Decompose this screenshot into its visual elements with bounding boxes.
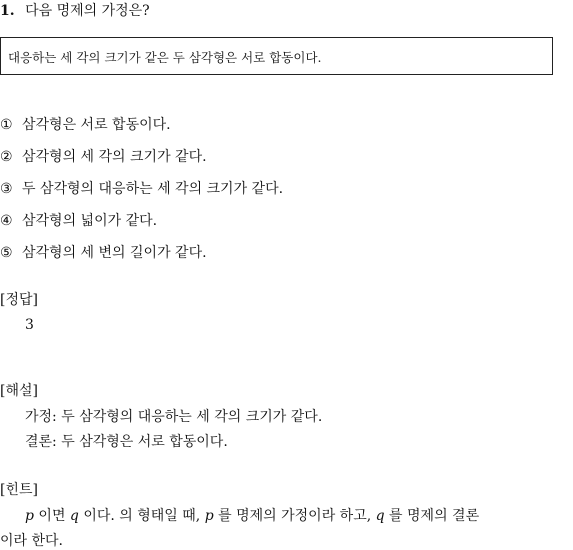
choice-text: 두 삼각형의 대응하는 세 각의 크기가 같다. — [22, 181, 284, 197]
question-header — [0, 3, 150, 20]
choice-mark: ① — [0, 117, 13, 133]
choice-4[interactable] — [0, 213, 157, 230]
choice-text: 삼각형의 세 각의 크기가 같다. — [22, 149, 207, 165]
choice-5[interactable] — [0, 245, 207, 262]
choice-mark: ③ — [0, 181, 13, 197]
statement-text: 대응하는 세 각의 크기가 같은 두 삼각형은 서로 합동이다. — [8, 50, 322, 65]
question-text: 다음 명제의 가정은? — [25, 3, 150, 19]
hint-var-q: q — [69, 508, 79, 524]
hint-seg-1: 이면 — [33, 508, 70, 524]
choice-mark: ⑤ — [0, 245, 13, 261]
hint-seg-3: 를 명제의 가정이라 하고, — [213, 508, 376, 524]
hint-line-1 — [25, 508, 479, 525]
hint-var-q-2: q — [375, 508, 385, 524]
hint-seg-2: 이다. 의 형태일 때, — [78, 508, 205, 524]
choice-1[interactable] — [0, 117, 171, 134]
hint-title: [힌트] — [0, 482, 38, 498]
statement-box — [0, 37, 553, 75]
choice-text: 삼각형은 서로 합동이다. — [22, 117, 171, 133]
hint-seg-4: 를 명제의 결론 — [384, 508, 480, 524]
hint-var-p-2: p — [204, 508, 214, 524]
explanation-line-2: 결론: 두 삼각형은 서로 합동이다. — [25, 434, 228, 450]
choice-text: 삼각형의 넓이가 같다. — [22, 213, 158, 229]
explanation-line-1: 가정: 두 삼각형의 대응하는 세 각의 크기가 같다. — [25, 409, 323, 425]
choice-mark: ④ — [0, 213, 13, 229]
answer-title: [정답] — [0, 292, 38, 308]
question-number: 1. — [0, 3, 15, 19]
choice-2[interactable] — [0, 149, 207, 166]
hint-var-p: p — [25, 508, 34, 524]
answer-value: 3 — [25, 317, 34, 333]
choice-text: 삼각형의 세 변의 길이가 같다. — [22, 245, 207, 261]
choice-3[interactable] — [0, 181, 283, 198]
hint-line-2: 이라 한다. — [0, 533, 63, 549]
choice-mark: ② — [0, 149, 13, 165]
explanation-title: [해설] — [0, 383, 38, 399]
